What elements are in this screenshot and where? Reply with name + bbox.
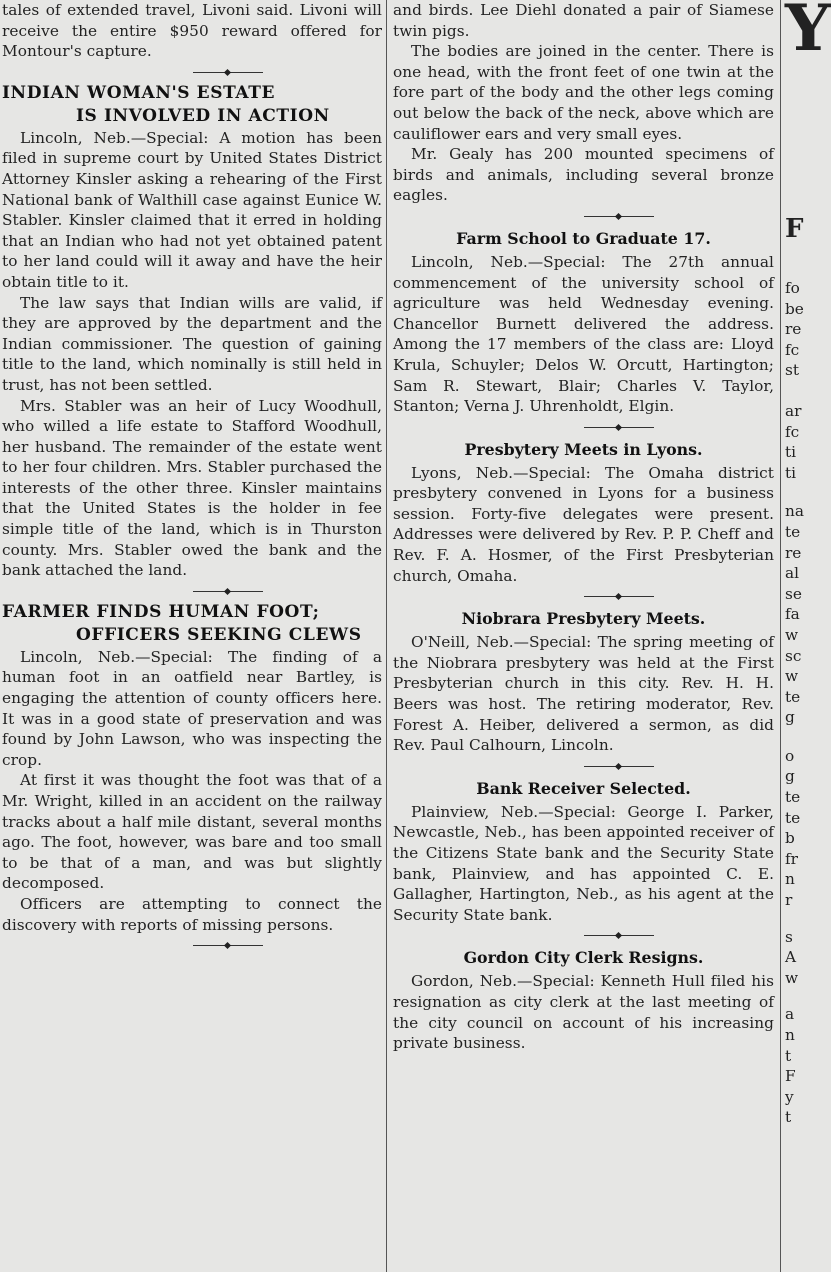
fragment-group xyxy=(785,501,803,728)
text-fragment: te xyxy=(785,788,801,807)
headline-line: FARMER FINDS HUMAN FOOT; xyxy=(2,601,320,622)
sub-letter: F xyxy=(785,214,804,244)
fragment-group xyxy=(785,927,803,989)
headline: Presbytery Meets in Lyons. xyxy=(464,439,703,459)
separator-ornament xyxy=(393,417,774,437)
column-rule xyxy=(386,0,387,1272)
article-paragraph: Mr. Gealy has 200 mounted specimens of birds and animals, including several bronze eagles. xyxy=(393,145,774,205)
text-fragment: n xyxy=(785,870,795,889)
article-paragraph: Lincoln, Neb.—Special: The finding of a human foot in an oatfield near Bartley, is engaging the attention of county officers here. It was in a good state of preservation and was found by John Lawson, who was inspecting the crop. xyxy=(2,647,382,769)
separator-ornament xyxy=(393,925,774,945)
article-paragraph: Lyons, Neb.—Special: The Omaha district presbytery convened in Lyons for a business session. Forty-five delegates were present. Addresses were delivered by Rev. P. P. Cheff and Rev. F. A. Hosmer, of the First Presbyterian church, Omaha. xyxy=(393,463,774,585)
text-fragment: na xyxy=(785,502,804,521)
text-fragment: r xyxy=(785,891,793,910)
text-fragment: re xyxy=(785,543,802,562)
column-rule xyxy=(780,0,781,1272)
article-paragraph: At first it was thought the foot was that of a Mr. Wright, killed in an accident on the railway tracks about a half mile distant, several months ago. The foot, however, was bare and too small to be that of a man, and was but slightly decomposed. xyxy=(2,771,382,893)
headline xyxy=(2,82,382,128)
article-paragraph: O'Neill, Neb.—Special: The spring meeting of the Niobrara presbytery was held at the First Presbyterian church in this city. Rev. H. H. Beers was host. The retiring moderator, Rev. Forest A. Heiber, delivered a sermon, as did Rev. Paul Calhourn, Lincoln. xyxy=(393,633,774,755)
text-fragment: fr xyxy=(785,849,798,868)
article-paragraph: Lincoln, Neb.—Special: The 27th annual commencement of the university school of agriculture was held Wednesday evening. Chancellor Burnett delivered the address. Among the 17 members of the class are: Lloyd Krula, Schuyler; Delos W. Orcutt, Hartington; Sam R. Stewart, Blair; Charles V. Taylor, Stanton; Verna J. Uhrenholdt, Elgin. xyxy=(393,252,774,416)
separator-ornament xyxy=(2,581,382,601)
text-fragment: g xyxy=(785,708,795,727)
text-fragment: te xyxy=(785,687,801,706)
text-fragment: a xyxy=(785,1005,795,1024)
separator-ornament xyxy=(2,935,382,955)
headline-line: IS INVOLVED IN ACTION xyxy=(76,105,330,126)
text-fragment: te xyxy=(785,522,801,541)
separator-ornament xyxy=(393,756,774,776)
article-paragraph: Lincoln, Neb.—Special: A motion has been filed in supreme court by United States District Attorney Kinsler asking a rehearing of the First National bank of Walthill case against Eunice W. Stabler. Kinsler claimed that it erred in holding that an Indian who had not yet obtained patent to her land could will it away and have the heir obtain title to it. xyxy=(2,128,382,291)
fragment-group xyxy=(785,1004,803,1128)
text-fragment: ti xyxy=(785,443,797,462)
text-fragment: F xyxy=(785,1067,796,1086)
text-fragment: w xyxy=(785,625,799,644)
text-fragment: se xyxy=(785,584,802,603)
headline-line: OFFICERS SEEKING CLEWS xyxy=(76,624,362,645)
text-fragment: o xyxy=(785,746,795,765)
article-paragraph: Gordon, Neb.—Special: Kenneth Hull filed his resignation as city clerk at the last meeting of the city council on account of his increasing private business. xyxy=(393,972,774,1053)
text-fragment: al xyxy=(785,564,800,583)
text-fragment: g xyxy=(785,767,795,786)
headline: Bank Receiver Selected. xyxy=(476,778,691,798)
text-fragment: w xyxy=(785,968,799,987)
text-fragment: n xyxy=(785,1026,795,1044)
article-continuation: tales of extended travel, Livoni said. Livoni will receive the entire $950 reward offered for Montour's capture. xyxy=(2,1,382,61)
text-fragment: ar xyxy=(785,401,802,420)
text-fragment: y xyxy=(785,1087,794,1106)
text-fragment: te xyxy=(785,808,801,827)
separator-ornament xyxy=(2,62,382,82)
headline: Farm School to Graduate 17. xyxy=(456,228,711,248)
text-fragment: t xyxy=(785,1108,792,1127)
text-fragment: t xyxy=(785,1046,792,1065)
fragment-group xyxy=(785,746,803,911)
text-fragment: ti xyxy=(785,463,797,482)
article-paragraph: Plainview, Neb.—Special: George I. Parker, Newcastle, Neb., has been appointed receiver of the Citizens State bank and the Security State bank, Plainview, and has appointed C. E. Gallagher, Hartington, Neb., as his agent at the Security State bank. xyxy=(393,802,774,924)
separator-ornament xyxy=(393,586,774,606)
text-fragment: re xyxy=(785,320,802,339)
headline-line: INDIAN WOMAN'S ESTATE xyxy=(2,82,276,103)
text-fragment: fc xyxy=(785,340,800,359)
text-fragment: sc xyxy=(785,646,802,665)
text-fragment: be xyxy=(785,299,804,318)
article-paragraph: Officers are attempting to connect the discovery with reports of missing persons. xyxy=(2,894,382,934)
fragment-group xyxy=(785,401,803,483)
headline: Gordon City Clerk Resigns. xyxy=(463,948,704,968)
article-continuation: and birds. Lee Diehl donated a pair of Siamese twin pigs. xyxy=(393,1,774,40)
article-paragraph: The bodies are joined in the center. There is one head, with the front feet of one twin at the fore part of the body and the other legs coming out below the back of the neck, above which are cauliflower ears and very small eyes. xyxy=(393,42,774,143)
big-letter: Y xyxy=(785,0,831,66)
text-fragment: s xyxy=(785,927,793,946)
text-fragment: b xyxy=(785,829,795,848)
column-middle xyxy=(389,0,778,1272)
text-fragment: fo xyxy=(785,279,800,297)
text-fragment: st xyxy=(785,361,799,380)
fragment-group xyxy=(785,278,803,381)
separator-ornament xyxy=(393,206,774,226)
text-fragment: fa xyxy=(785,605,800,624)
column-right-cutoff xyxy=(783,0,831,1272)
article-paragraph: Mrs. Stabler was an heir of Lucy Woodhull, who willed a life estate to Stafford Woodhull, her husband. The remainder of the estate went to her four children. Mrs. Stabler purchased the interests of the other three. Kinsler maintains that the United States is the holder in fee simple title of the land, which is in Thurston county. Mrs. Stabler owed the bank and the bank attached the land. xyxy=(2,396,382,580)
headline: Niobrara Presbytery Meets. xyxy=(461,609,706,629)
article-paragraph: The law says that Indian wills are valid, if they are approved by the department and the Indian commissioner. The question of gaining title to the land, which nominally is still held in trust, has not been settled. xyxy=(2,293,382,394)
headline xyxy=(2,601,382,647)
text-fragment: fc xyxy=(785,422,800,441)
text-fragment: A xyxy=(785,948,797,967)
column-left xyxy=(0,0,384,1272)
text-fragment: w xyxy=(785,667,799,686)
